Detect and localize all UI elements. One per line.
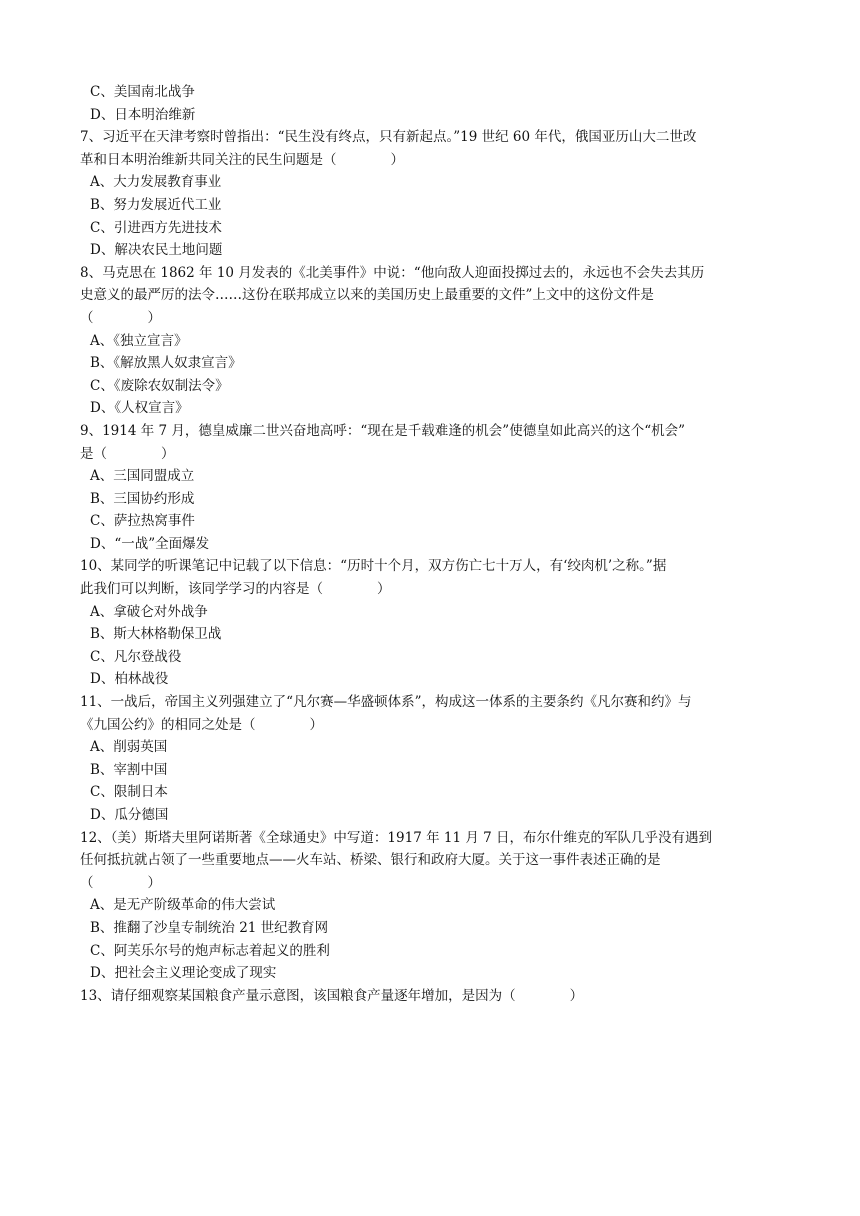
answer-option: D、柏林战役 [90, 671, 169, 688]
answer-option: C、限制日本 [90, 784, 168, 801]
answer-option: C、萨拉热窝事件 [90, 513, 195, 530]
answer-option: D、解决农民土地问题 [90, 242, 223, 259]
answer-option: A、大力发展教育事业 [90, 174, 222, 191]
answer-option: C、阿芙乐尔号的炮声标志着起义的胜利 [90, 942, 330, 959]
question-text-line: 10、某同学的听课笔记中记载了以下信息：“历时十个月，双方伤亡七十万人，有‘绞肉机’之称。”据 [80, 558, 667, 575]
answer-option: B、斯大林格勒保卫战 [90, 626, 222, 643]
answer-option: C、美国南北战争 [90, 84, 195, 100]
answer-option: A、是无产阶级革命的伟大尝试 [90, 897, 276, 914]
answer-option: A、拿破仑对外战争 [90, 603, 208, 620]
answer-option: D、把社会主义理论变成了现实 [90, 965, 277, 982]
question-text-line: 任何抵抗就占领了一些重要地点——火车站、桥梁、银行和政府大厦。关于这一事件表述正确的是 [80, 852, 661, 869]
question-text-line: （ ） [80, 309, 161, 326]
answer-option: D、日本明治维新 [90, 106, 196, 123]
answer-option: D、“一战”全面爆发 [90, 535, 210, 552]
answer-option: A、削弱英国 [90, 739, 168, 756]
question-text-line: 7、习近平在天津考察时曾指出：“民生没有终点，只有新起点。”19 世纪 60 年代，俄国亚历山大二世改 [80, 129, 697, 146]
question-text-line: 9、1914 年 7 月，德皇威廉二世兴奋地高呼：“现在是千载难逢的机会”使德皇如此高兴的这个“机会” [80, 422, 686, 439]
question-text-line: 8、马克思在 1862 年 10 月发表的《北美事件》中说：“他向敌人迎面投掷过去的，永远也不会失去其历 [80, 264, 705, 281]
question-text-line: 革和日本明治维新共同关注的民生问题是（ ） [80, 151, 404, 168]
question-text-line: 11、一战后，帝国主义列强建立了“凡尔赛—华盛顿体系”，构成这一体系的主要条约《凡尔赛和约》与 [80, 694, 692, 711]
question-text-line: 史意义的最严厉的法令……这份在联邦成立以来的美国历史上最重要的文件”上文中的这份文件是 [80, 287, 654, 304]
question-text-line: 是（ ） [80, 445, 175, 462]
answer-option: B、努力发展近代工业 [90, 196, 222, 213]
answer-option: A、三国同盟成立 [90, 468, 195, 485]
question-text-line: （ ） [80, 874, 161, 891]
answer-option: C、凡尔登战役 [90, 648, 182, 665]
exam-page [80, 81, 784, 1007]
answer-option: D、瓜分德国 [90, 807, 169, 823]
answer-option: C、引进西方先进技术 [90, 219, 222, 236]
question-text-line: 13、请仔细观察某国粮食产量示意图，该国粮食产量逐年增加，是因为（ ） [80, 987, 584, 1004]
answer-option: B、推翻了沙皇专制统治 21 世纪教育网 [90, 919, 329, 936]
question-text-line: 《九国公约》的相同之处是（ ） [80, 716, 323, 733]
answer-option: D、《人权宣言》 [90, 400, 189, 417]
answer-option: B、《解放黑人奴隶宣言》 [90, 355, 242, 372]
answer-option: B、三国协约形成 [90, 490, 195, 507]
question-text-line: 此我们可以判断，该同学学习的内容是（ ） [80, 581, 391, 598]
question-text-line: 12、（美）斯塔夫里阿诺斯著《全球通史》中写道：1917 年 11 月 7 日，布尔什维克的军队几乎没有遇到 [80, 829, 713, 846]
answer-option: C、《废除农奴制法令》 [90, 377, 229, 394]
answer-option: B、宰割中国 [90, 761, 168, 778]
answer-option: A、《独立宣言》 [90, 332, 188, 349]
